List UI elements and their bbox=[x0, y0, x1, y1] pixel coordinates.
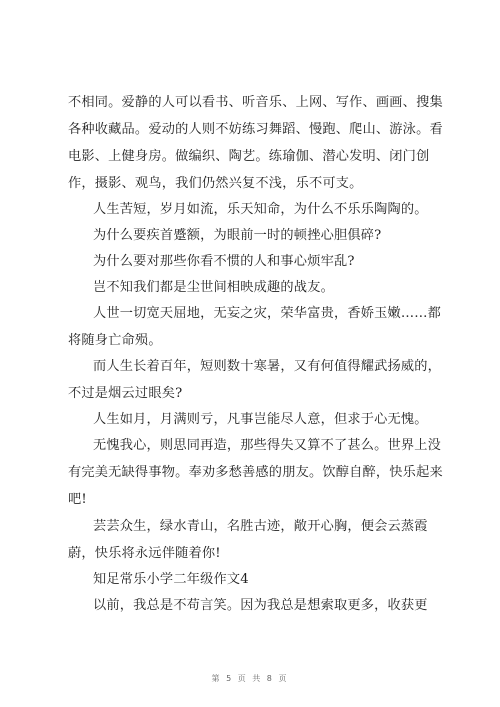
body-text-line: 为什么要疾首蹙额，为眼前一时的顿挫心胆俱碎? bbox=[93, 228, 382, 243]
body-text-line: 人生苦短，岁月如流，乐天知命，为什么不乐乐陶陶的。 bbox=[93, 202, 428, 217]
body-text-line: 各种收藏品。爱动的人则不妨练习舞蹈、慢跑、爬山、游泳。看 bbox=[68, 122, 443, 137]
body-text-line: 不相同。爱静的人可以看书、听音乐、上网、写作、画画、搜集 bbox=[68, 95, 443, 110]
body-text-line: 不过是烟云过眼矣? bbox=[68, 386, 183, 401]
body-text-line: 吧! bbox=[68, 492, 87, 507]
body-text-line: 有完美无缺得事物。奉劝多愁善感的朋友。饮醇自醉，快乐起来 bbox=[68, 465, 443, 480]
body-text-line: 电影、上健身房。做编织、陶艺。练瑜伽、潜心发明、闭门创 bbox=[68, 149, 430, 164]
body-text-line: 人世一切宽天屈地，无妄之灾，荣华富贵，香娇玉嫩……都 bbox=[93, 306, 442, 321]
body-text-line: 而人生长着百年，短则数十寒暑，又有何值得耀武扬威的， bbox=[93, 359, 442, 374]
body-text-line: 无愧我心，则思同再造，那些得失又算不了甚么。世界上没 bbox=[93, 438, 442, 453]
body-text-line: 蔚，快乐将永远伴随着你! bbox=[68, 546, 221, 561]
page-number-footer: 第 5 页 共 8 页 bbox=[211, 674, 289, 683]
body-text-line: 以前，我总是不苟言笑。因为我总是想索取更多，收获更 bbox=[93, 598, 428, 613]
section-heading: 知足常乐小学二年级作文4 bbox=[93, 572, 249, 587]
body-text-line: 人生如月，月满则亏，凡事岂能尽人意，但求于心无愧。 bbox=[93, 412, 428, 427]
body-text-line: 作，摄影、观鸟，我们仍然兴复不浅，乐不可支。 bbox=[68, 176, 363, 191]
body-text-line: 岂不知我们都是尘世间相映成趣的战友。 bbox=[93, 280, 334, 295]
body-text-line: 为什么要对那些你看不惯的人和事心烦牢乱? bbox=[93, 254, 355, 269]
body-text-line: 将随身亡命殒。 bbox=[68, 333, 162, 348]
body-text-line: 芸芸众生，绿水青山，名胜古迹，敞开心胸，便会云蒸霞 bbox=[93, 519, 428, 534]
